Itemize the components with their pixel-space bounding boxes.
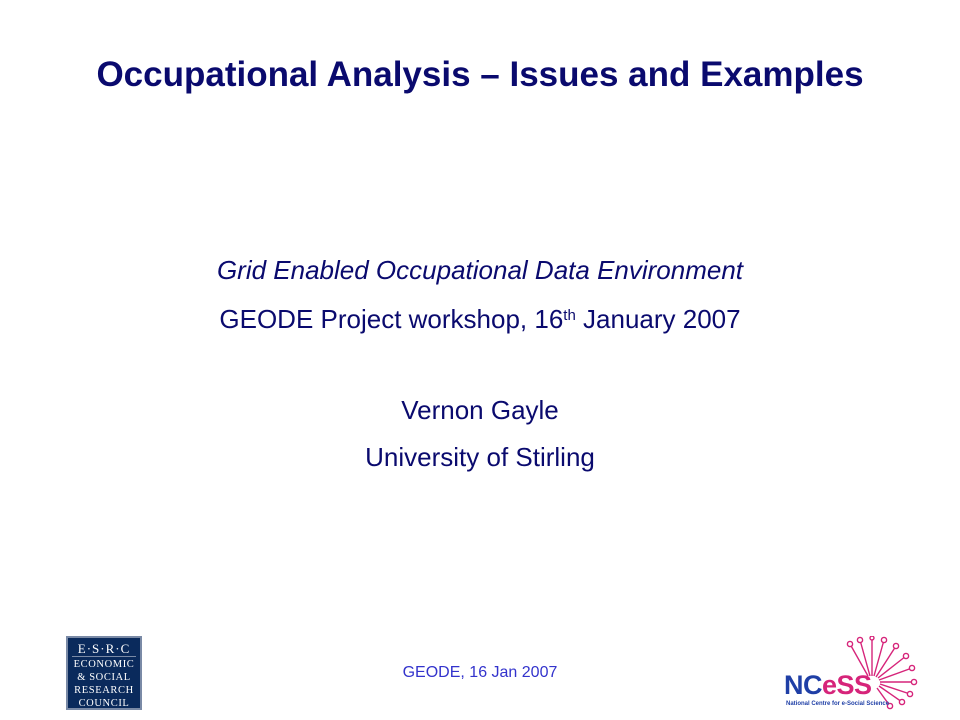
subtitle-workshop bbox=[60, 303, 900, 335]
subtitle-workshop-suffix: January 2007 bbox=[575, 304, 741, 334]
slide-title: Occupational Analysis – Issues and Examples bbox=[96, 55, 864, 94]
subtitle-project-name: Grid Enabled Occupational Data Environment bbox=[216, 255, 744, 285]
ncess-logo bbox=[780, 636, 920, 712]
author-affiliation: University of Stirling bbox=[365, 442, 595, 472]
subtitle-workshop-ordinal: th bbox=[563, 307, 576, 324]
esrc-logo-line-1: ECONOMIC bbox=[73, 659, 135, 670]
esrc-logo-line-4: COUNCIL bbox=[78, 698, 130, 709]
esrc-logo bbox=[66, 636, 142, 710]
esrc-logo-line-2: & SOCIAL bbox=[77, 672, 131, 683]
esrc-logo-line-3: RESEARCH bbox=[74, 685, 134, 696]
slide-footer: GEODE, 16 Jan 2007 bbox=[402, 664, 558, 681]
ncess-wordmark bbox=[784, 670, 872, 700]
subtitle-workshop-prefix: GEODE Project workshop, 16 bbox=[219, 304, 564, 334]
ncess-wordmark-nc: NC bbox=[784, 670, 822, 700]
author-name: Vernon Gayle bbox=[401, 395, 559, 425]
ncess-wordmark-ess: eSS bbox=[822, 670, 872, 700]
ncess-tagline: National Centre for e-Social Science bbox=[786, 701, 890, 707]
esrc-logo-initials: E·S·R·C bbox=[72, 641, 136, 657]
